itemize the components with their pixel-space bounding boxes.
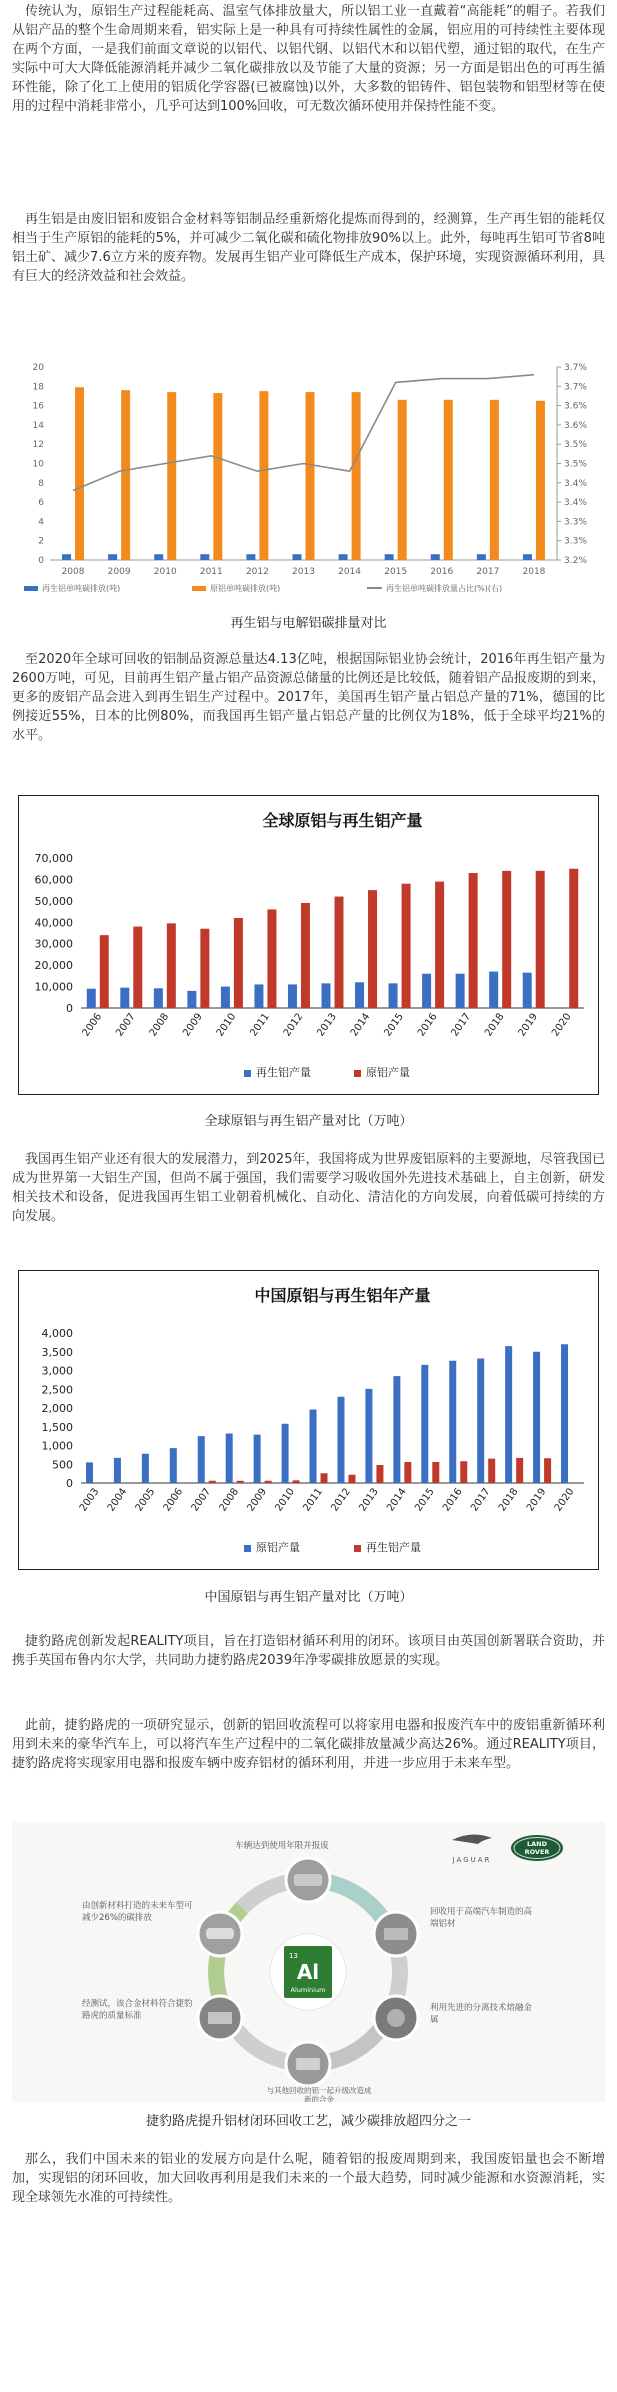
y-tick-label: 18 <box>32 382 44 393</box>
x-tick-label: 2010 <box>214 1011 239 1039</box>
x-tick-label: 2017 <box>449 1011 474 1039</box>
x-tick-label: 2011 <box>248 1011 272 1039</box>
y-tick-label: 3,500 <box>41 1345 73 1359</box>
x-tick-label: 2011 <box>301 1486 325 1514</box>
label-bottom: 与其他回收的铝一起升级改造成新的合金 <box>266 2086 372 2102</box>
x-tick-label: 2007 <box>114 1011 138 1039</box>
line-share <box>73 375 534 491</box>
x-tick-label: 2006 <box>161 1486 186 1514</box>
bar-primary-2010 <box>234 918 243 1008</box>
bar-primary-2008 <box>226 1434 233 1484</box>
x-tick-label: 2020 <box>550 1011 574 1039</box>
node-new-alloy <box>286 2042 330 2086</box>
bar-recycled-2010 <box>293 1480 300 1483</box>
carbon-chart-figure <box>12 355 605 605</box>
bar-primary-2007 <box>198 1436 205 1483</box>
caption-infographic: 捷豹路虎提升铝材闭环回收工艺，减少碳排放超四分之一 <box>145 2114 471 2129</box>
x-tick-label: 2018 <box>483 1011 507 1039</box>
bar-recycled-2011 <box>321 1473 328 1483</box>
bar-recycled-2008 <box>237 1481 244 1483</box>
element-number: 13 <box>289 1952 298 1960</box>
y2-tick-label: 3.7% <box>564 382 587 393</box>
legend-swatch-primary <box>244 1545 251 1552</box>
caption-carbon-chart: 再生铝与电解铝碳排量对比 <box>230 616 387 631</box>
x-tick-label: 2012 <box>329 1486 353 1514</box>
x-tick-label: 2009 <box>107 567 131 577</box>
bar-recycled-2010 <box>154 554 163 560</box>
bar-recycled-2007 <box>120 988 129 1008</box>
paragraph-5: 捷豹路虎创新发起REALITY项目，旨在打造铝材循环利用的闭环。该项目由英国创新署联合资助，并携手英国布鲁内尔大学，共同助力捷豹路虎2039年净零碳排放愿景的实现。 <box>12 1634 605 1668</box>
bar-primary-2018 <box>505 1346 512 1483</box>
x-tick-label: 2012 <box>245 567 269 577</box>
bar-recycled-2014 <box>339 554 348 560</box>
bar-recycled-2013 <box>376 1465 383 1483</box>
bar-recycled-2009 <box>108 554 117 560</box>
bar-primary-2010 <box>282 1424 289 1483</box>
bar-recycled-2016 <box>460 1461 467 1483</box>
legend-label-primary: 原铝单吨碳排放(吨) <box>210 584 281 593</box>
bar-primary-2006 <box>100 935 109 1008</box>
x-tick-label: 2008 <box>217 1486 242 1514</box>
legend-label-primary: 原铝产量 <box>366 1066 410 1079</box>
legend-label-share: 再生铝单吨碳排放量占比(%)(右) <box>386 584 503 593</box>
paragraph-7: 那么，我们中国未来的铝业的发展方向是什么呢，随着铝的报废周期到来，我国废铝量也会不断增加，实现铝的闭环回收，加大回收再利用是我们未来的一个最大趋势，同时减少能源和水资源消耗，实现全球领先水准的可持续性。 <box>12 2152 605 2205</box>
bar-primary-2016 <box>449 1361 456 1483</box>
node-quality-test <box>198 1996 242 2040</box>
legend-swatch-primary <box>354 1070 361 1077</box>
x-tick-label: 2017 <box>476 567 500 577</box>
x-tick-label: 2016 <box>430 567 454 577</box>
bar-recycled-2008 <box>62 554 71 560</box>
x-tick-label: 2015 <box>413 1486 437 1514</box>
x-tick-label: 2005 <box>133 1486 158 1514</box>
y-tick-label: 70,000 <box>34 852 73 865</box>
x-tick-label: 2014 <box>348 1011 373 1039</box>
x-tick-label: 2011 <box>199 567 223 577</box>
bar-primary-2017 <box>477 1359 484 1484</box>
y-tick-label: 14 <box>32 420 44 431</box>
y-tick-label: 4,000 <box>41 1327 73 1340</box>
bar-primary-2015 <box>398 400 407 560</box>
bar-primary-2013 <box>335 897 344 1008</box>
x-tick-label: 2019 <box>524 1486 549 1514</box>
x-tick-label: 2019 <box>516 1011 541 1039</box>
bar-primary-2012 <box>301 903 310 1008</box>
y-tick-label: 3,000 <box>41 1364 73 1378</box>
bar-primary-2004 <box>114 1458 121 1483</box>
land-rover-logo <box>511 1835 563 1861</box>
legend-label-recycled: 再生铝产量 <box>256 1066 311 1079</box>
china-chart-figure <box>18 1270 599 1570</box>
x-tick-label: 2009 <box>245 1486 270 1514</box>
y-tick-label: 0 <box>66 1002 73 1015</box>
bar-primary-2005 <box>142 1454 149 1483</box>
label-left-upper: 由创新材料打造的未来车型可减少26%的碳排放 <box>82 1901 193 1923</box>
bar-recycled-2017 <box>488 1459 495 1483</box>
node-recovered-aluminium <box>374 1912 418 1956</box>
y2-tick-label: 3.2% <box>564 556 587 566</box>
bar-recycled-2015 <box>385 554 394 560</box>
x-tick-label: 2004 <box>105 1486 130 1514</box>
bar-primary-2007 <box>133 927 142 1008</box>
bar-recycled-2019 <box>523 973 532 1008</box>
legend-swatch-recycled <box>244 1070 251 1077</box>
bar-primary-2014 <box>393 1376 400 1483</box>
bar-primary-2009 <box>254 1435 261 1483</box>
paragraph-1: 传统认为，原铝生产过程能耗高、温室气体排放量大，所以铝工业一直戴着“高能耗”的帽子。若我们从铝产品的整个生命周期来看，铝实际上是一种具有可持续性属性的金属，铝应用的可持续性主要体现在两个方面，一是我们前面文章说的以铝代、以铝代钢、以铝代木和以铝代塑，通过铝的取代，在生产实际中可大大降低能源消耗并减少二氧化碳排放以及节能了大量的资源；另一方面是铝出色的可再生循环性能，除了化工上使用的铝质化学容器(已被腐蚀)以外，大多数的铝铸件、铝包装物和铝型材等在使用的过程中消耗非常小，几乎可达到100%回收，可无数次循环使用并保持性能不变。 <box>12 4 605 114</box>
y2-tick-label: 3.3% <box>564 536 587 547</box>
bar-primary-2011 <box>213 393 222 560</box>
x-tick-label: 2008 <box>147 1011 172 1039</box>
y-tick-label: 500 <box>52 1458 73 1472</box>
bar-primary-2020 <box>561 1344 568 1483</box>
x-tick-label: 2008 <box>61 567 85 577</box>
bar-primary-2008 <box>167 923 176 1008</box>
bar-recycled-2008 <box>154 988 163 1008</box>
bar-primary-2012 <box>337 1397 344 1483</box>
bar-recycled-2012 <box>348 1475 355 1483</box>
x-tick-label: 2015 <box>384 567 408 577</box>
bar-recycled-2018 <box>489 972 498 1008</box>
x-tick-label: 2013 <box>357 1486 381 1514</box>
chart-title: 中国原铝与再生铝年产量 <box>254 1286 431 1305</box>
bar-primary-2018 <box>536 401 545 560</box>
bar-recycled-2009 <box>265 1481 272 1483</box>
y-tick-label: 2,000 <box>41 1402 73 1415</box>
x-tick-label: 2014 <box>338 567 362 577</box>
chart-title: 全球原铝与再生铝产量 <box>262 811 423 830</box>
y-tick-label: 60,000 <box>34 873 73 887</box>
bar-recycled-2016 <box>431 554 440 560</box>
legend-label-recycled: 再生铝产量 <box>366 1541 421 1554</box>
y-tick-label: 2 <box>38 536 44 547</box>
x-tick-label: 2013 <box>292 567 315 577</box>
bar-recycled-2011 <box>200 554 209 560</box>
bar-recycled-2015 <box>389 983 398 1008</box>
x-tick-label: 2010 <box>273 1486 298 1514</box>
bar-recycled-2012 <box>246 554 255 560</box>
x-tick-label: 2013 <box>315 1011 339 1039</box>
y-tick-label: 6 <box>38 498 44 509</box>
legend-swatch-recycled <box>354 1545 361 1552</box>
y-tick-label: 8 <box>38 478 44 489</box>
node-scrapped-cars <box>286 1858 330 1902</box>
bar-recycled-2010 <box>221 987 230 1008</box>
bar-recycled-2013 <box>293 554 302 560</box>
land-rover-logo-line1: LAND <box>526 1840 548 1848</box>
y2-tick-label: 3.7% <box>564 363 587 373</box>
bar-primary-2011 <box>310 1410 317 1484</box>
global-production-chart <box>19 796 598 1094</box>
y-tick-label: 10,000 <box>34 980 73 994</box>
x-tick-label: 2007 <box>189 1486 214 1514</box>
bar-primary-2015 <box>402 884 411 1008</box>
y2-tick-label: 3.5% <box>564 459 587 470</box>
paragraph-6: 此前，捷豹路虎的一项研究显示，创新的铝回收流程可以将家用电器和报废汽车中的废铝重新循环利用到未来的豪华汽车上，可以将汽车生产过程中的二氧化碳排放量减少高达26%。通过REALITY项目，捷豹路虎将实现家用电器和报废车辆中废弃铝材的循环利用，并进一步应用于未来车型。 <box>12 1718 605 1771</box>
recycling-infographic <box>12 1822 605 2102</box>
aluminium-element-icon <box>270 1934 346 2010</box>
element-name: Aluminium <box>290 1986 326 1994</box>
y2-tick-label: 3.5% <box>564 440 587 451</box>
bar-recycled-2018 <box>516 1458 523 1483</box>
y2-tick-label: 3.4% <box>564 498 587 509</box>
bar-recycled-2017 <box>456 974 465 1008</box>
legend-label-recycled: 再生铝单吨碳排放(吨) <box>42 584 121 593</box>
bar-primary-2014 <box>352 392 361 560</box>
china-production-chart <box>19 1271 598 1569</box>
y-tick-label: 16 <box>32 401 44 412</box>
bar-primary-2006 <box>170 1448 177 1483</box>
x-tick-label: 2010 <box>153 567 177 577</box>
y-tick-label: 2,500 <box>41 1383 73 1397</box>
paragraph-2: 再生铝是由废旧铝和废铝合金材料等铝制品经重新熔化提炼而得到的，经测算，生产再生铝的能耗仅相当于生产原铝的能耗的5%，并可减少二氧化碳和硫化物排放90%以上。此外，每吨再生铝可节省8吨铝土矿、减少7.6立方米的废弃物。发展再生铝产业可降低生产成本，保护环境，实现资源循环利用，具有巨大的经济效益和社会效益。 <box>12 212 605 284</box>
label-right-upper: 回收用于高端汽车制造的高端铝材 <box>430 1907 533 1929</box>
bar-primary-2014 <box>368 890 377 1008</box>
y2-tick-label: 3.6% <box>564 420 587 431</box>
y-tick-label: 40,000 <box>34 916 73 930</box>
x-tick-label: 2012 <box>281 1011 306 1039</box>
x-tick-label: 2018 <box>496 1486 521 1514</box>
bar-recycled-2014 <box>404 1462 411 1483</box>
bar-primary-2013 <box>306 392 315 560</box>
y-tick-label: 12 <box>32 440 44 451</box>
legend-swatch-recycled <box>24 586 38 591</box>
bar-recycled-2018 <box>523 554 532 560</box>
x-tick-label: 2003 <box>77 1486 102 1514</box>
paragraph-3: 至2020年全球可回收的铝制品资源总量达4.13亿吨，根据国际铝业协会统计，2016年再生铝产量为2600万吨，可见，目前再生铝产量占铝产品资源总储量的比例还是比较低，随着铝产品报废期的到来，更多的废铝产品会进入到再生铝生产过程中。2017年，美国再生铝产量占铝总产量的71%，德国的比例接近55%，日本的比例80%，而我国再生铝产量占铝总产量的比例仅为18%，低于全球平均21%的水平。 <box>12 652 605 743</box>
paragraph-4: 我国再生铝产业还有很大的发展潜力，到2025年，我国将成为世界废铝原料的主要源地，尽管我国已成为世界第一大铝生产国，但尚不属于强国，我们需要学习吸收国外先进技术基础上，自主创新，研发相关技术和设备，促进我国再生铝工业朝着机械化、自动化、清洁化的方向发展，向着低碳可持续的方向发展。 <box>12 1152 605 1224</box>
y-tick-label: 20 <box>32 363 44 373</box>
x-tick-label: 2017 <box>469 1486 493 1514</box>
y2-tick-label: 3.6% <box>564 401 587 412</box>
label-right-lower: 利用先进的分离技术熔融金属 <box>430 2003 533 2025</box>
bar-primary-2016 <box>435 882 444 1008</box>
jaguar-logo-text: JAGUAR <box>452 1856 492 1864</box>
bar-primary-2009 <box>121 390 130 560</box>
bar-recycled-2012 <box>288 984 297 1008</box>
bar-primary-2010 <box>167 392 176 560</box>
legend-swatch-primary <box>192 586 206 591</box>
bar-primary-2017 <box>469 873 478 1008</box>
bar-primary-2019 <box>533 1352 540 1483</box>
x-tick-label: 2006 <box>80 1011 105 1039</box>
bar-primary-2020 <box>569 869 578 1008</box>
bar-primary-2008 <box>75 387 84 560</box>
x-tick-label: 2015 <box>382 1011 407 1039</box>
y-tick-label: 0 <box>66 1477 73 1490</box>
bar-recycled-2009 <box>187 991 196 1008</box>
land-rover-logo-line2: ROVER <box>524 1848 550 1856</box>
x-tick-label: 2016 <box>441 1486 465 1514</box>
label-top: 车辆达到使用年限并报废 <box>235 1841 329 1851</box>
y-tick-label: 30,000 <box>34 937 73 951</box>
bar-primary-2016 <box>444 400 453 560</box>
bar-primary-2003 <box>86 1462 93 1483</box>
node-future-car <box>198 1912 242 1956</box>
y-tick-label: 1,000 <box>41 1439 73 1453</box>
y2-tick-label: 3.4% <box>564 478 587 489</box>
y-tick-label: 4 <box>38 517 44 528</box>
bar-primary-2009 <box>200 929 209 1008</box>
bar-recycled-2015 <box>432 1462 439 1483</box>
carbon-emission-chart <box>12 355 605 605</box>
bar-primary-2017 <box>490 400 499 560</box>
bar-primary-2015 <box>421 1365 428 1483</box>
bar-recycled-2006 <box>87 989 96 1008</box>
bar-primary-2018 <box>502 871 511 1008</box>
caption-global-chart: 全球原铝与再生铝产量对比（万吨） <box>204 1114 413 1129</box>
bar-recycled-2017 <box>477 554 486 560</box>
recycling-loop-diagram <box>12 1822 605 2102</box>
bar-recycled-2011 <box>254 984 263 1008</box>
element-symbol: Al <box>296 1960 320 1984</box>
x-tick-label: 2020 <box>552 1486 577 1514</box>
y-tick-label: 0 <box>38 556 44 566</box>
bar-recycled-2007 <box>209 1481 216 1483</box>
bar-recycled-2013 <box>322 983 331 1008</box>
bar-primary-2012 <box>259 391 268 560</box>
y-tick-label: 50,000 <box>34 894 73 908</box>
bar-recycled-2016 <box>422 974 431 1008</box>
y-tick-label: 20,000 <box>34 959 73 973</box>
caption-china-chart: 中国原铝与再生铝产量对比（万吨） <box>204 1590 413 1605</box>
bar-primary-2013 <box>365 1389 372 1483</box>
node-melting <box>374 1996 418 2040</box>
legend-label-primary: 原铝产量 <box>256 1541 300 1554</box>
x-tick-label: 2016 <box>415 1011 440 1039</box>
bar-primary-2019 <box>536 871 545 1008</box>
x-tick-label: 2018 <box>522 567 546 577</box>
bar-recycled-2014 <box>355 982 364 1008</box>
label-left-lower: 经测试，该合金材料符合捷豹路虎的质量标准 <box>82 1999 193 2021</box>
y-tick-label: 10 <box>32 459 44 470</box>
global-chart-figure <box>18 795 599 1095</box>
x-tick-label: 2014 <box>385 1486 409 1514</box>
bar-primary-2011 <box>267 909 276 1008</box>
y2-tick-label: 3.3% <box>564 517 587 528</box>
y-tick-label: 1,500 <box>41 1420 73 1434</box>
bar-recycled-2019 <box>544 1458 551 1483</box>
x-tick-label: 2009 <box>181 1011 205 1039</box>
